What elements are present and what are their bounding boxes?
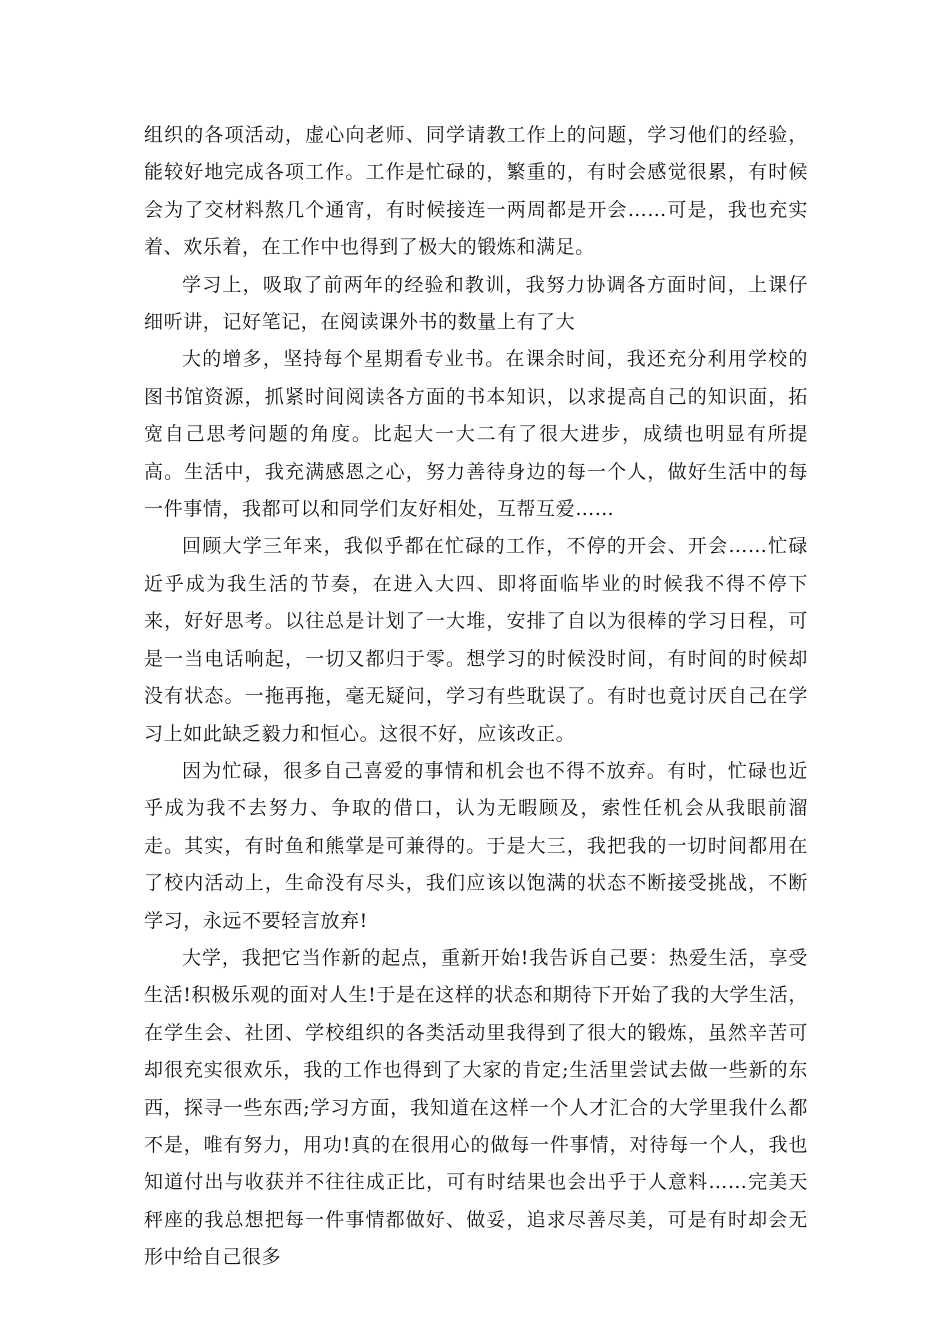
paragraph-4: 回顾大学三年来，我似乎都在忙碌的工作，不停的开会、开会……忙碌近乎成为我生活的节奏，在进入大四、即将面临毕业的时候我不得不停下来，好好思考。以往总是计划了一大堆，安排了自以为很棒的学习日程，可是一当电话响起，一切又都归于零。想学习的时候没时间，有时间的时候却没有状态。一拖再拖，毫无疑问，学习有些耽误了。有时也竟讨厌自己在学习上如此缺乏毅力和恒心。这很不好，应该改正。 — [144, 535, 808, 745]
paragraph-5: 因为忙碌，很多自己喜爱的事情和机会也不得不放弃。有时，忙碌也近乎成为我不去努力、争取的借口，认为无暇顾及，索性任机会从我眼前溜走。其实，有时鱼和熊掌是可兼得的。于是大三，我把我的一切时间都用在了校内活动上，生命没有尽头，我们应该以饱满的状态不断接受挑战，不断学习，永远不要轻言放弃! — [144, 759, 808, 932]
paragraph-1: 组织的各项活动，虚心向老师、同学请教工作上的问题，学习他们的经验，能较好地完成各项工作。工作是忙碌的，繁重的，有时会感觉很累，有时候会为了交材料熬几个通宵，有时候接连一两周都是开会……可是，我也充实着、欢乐着，在工作中也得到了极大的锻炼和满足。 — [144, 124, 808, 259]
paragraph-2: 学习上，吸取了前两年的经验和教训，我努力协调各方面时间，上课仔细听讲，记好笔记，在阅读课外书的数量上有了大 — [144, 273, 808, 334]
paragraph-6: 大学，我把它当作新的起点，重新开始!我告诉自己要：热爱生活，享受生活!积极乐观的面对人生!于是在这样的状态和期待下开始了我的大学生活，在学生会、社团、学校组织的各类活动里我得到了很大的锻炼，虽然辛苦可却很充实很欢乐，我的工作也得到了大家的肯定;生活里尝试去做一些新的东西，探寻一些东西;学习方面，我知道在这样一个人才汇合的大学里我什么都不是，唯有努力，用功!真的在很用心的做每一件事情，对待每一个人，我也知道付出与收获并不往往成正比，可有时结果也会出乎于人意料……完美天秤座的我总想把每一件事情都做好、做妥，追求尽善尽美，可是有时却会无形中给自己很多 — [144, 946, 808, 1269]
document-body — [144, 117, 808, 1277]
paragraph-3: 大的增多，坚持每个星期看专业书。在课余时间，我还充分利用学校的图书馆资源，抓紧时间阅读各方面的书本知识，以求提高自己的知识面，拓宽自己思考问题的角度。比起大一大二有了很大进步，成绩也明显有所提高。生活中，我充满感恩之心，努力善待身边的每一个人，做好生活中的每一件事情，我都可以和同学们友好相处，互帮互爱…… — [144, 348, 808, 521]
